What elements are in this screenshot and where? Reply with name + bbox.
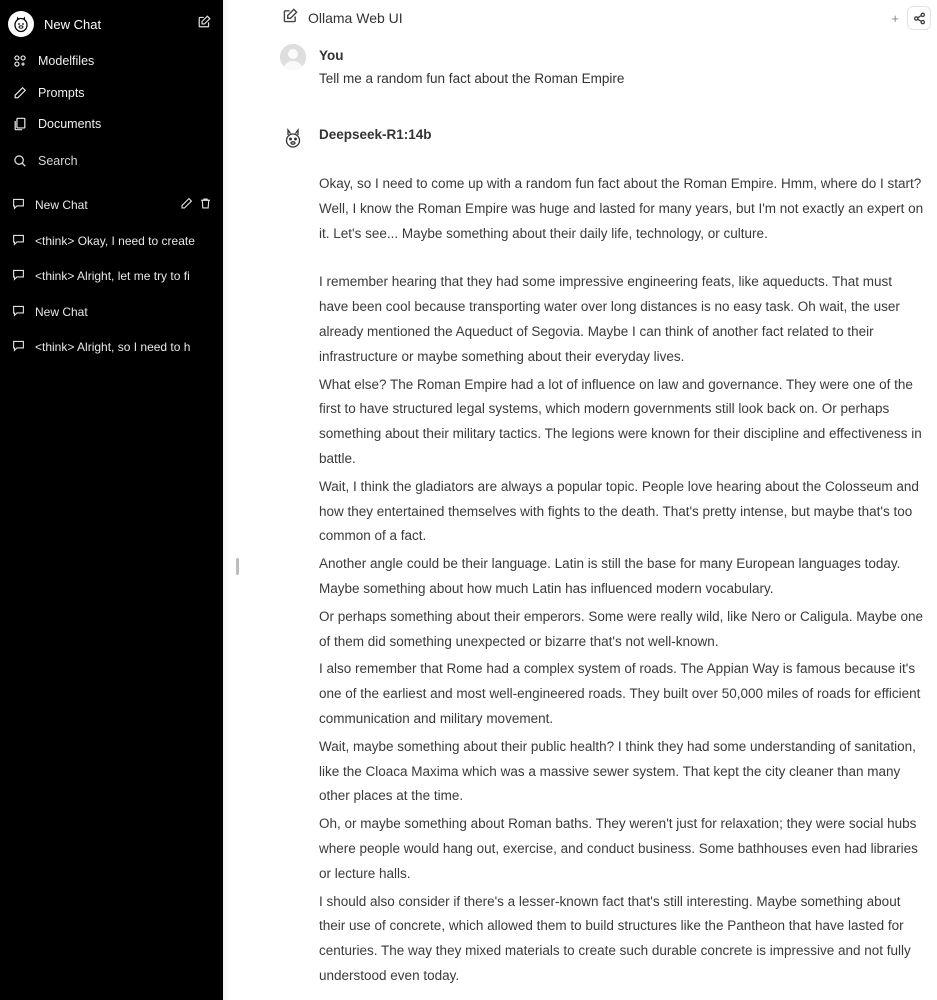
response-paragraph: What else? The Roman Empire had a lot of influence on law and governance. They were one of the first to have structured legal systems, which modern governments still look back on. Or perhaps something about their military tactics. The legions were known for their discipline and effectiveness in battle. bbox=[319, 376, 922, 466]
chat-item[interactable] bbox=[12, 302, 212, 322]
share-icon bbox=[913, 12, 926, 25]
response-paragraph: I remember hearing that they had some impressive engineering feats, like aqueducts. That must have been cool because transporting water over long distances is no easy task. Oh wait, the user already mentioned the Aqueduct of Segovia. Maybe I can think of another fact related to their infrastructure or maybe something about their everyday lives. bbox=[319, 274, 900, 364]
chat-bubble-icon bbox=[12, 233, 25, 249]
chat-item-label: <think> Okay, I need to create bbox=[35, 234, 195, 248]
user-avatar bbox=[280, 44, 306, 70]
pencil-icon[interactable] bbox=[180, 197, 193, 213]
chat-item[interactable] bbox=[12, 337, 212, 357]
search-label: Search bbox=[38, 154, 78, 168]
chat-item[interactable] bbox=[12, 231, 212, 251]
sidebar-item-label: Documents bbox=[38, 117, 102, 131]
response-paragraph: Wait, maybe something about their public health? I think they had some understanding of sanitation, like the Cloaca Maxima which was a massive sewer system. That kept the city cleaner than many other places at the time. bbox=[319, 738, 916, 804]
sidebar-item-modelfiles[interactable] bbox=[12, 51, 212, 71]
chat-bubble-icon bbox=[12, 197, 25, 213]
compose-icon[interactable] bbox=[198, 15, 211, 33]
pencil-icon bbox=[12, 85, 28, 101]
chat-header bbox=[223, 0, 937, 36]
edit-title-icon[interactable] bbox=[283, 8, 298, 28]
response-paragraph: Or perhaps something about their emperors. Some were really wild, like Nero or Caligula. Maybe one of them did something unexpected or bizarre that's not well-known. bbox=[319, 608, 924, 649]
model-avatar-icon bbox=[283, 128, 303, 150]
response-paragraph: Another angle could be their language. Latin is still the base for many European languages today. Maybe something about how much Latin has influenced modern vocabulary. bbox=[319, 556, 901, 596]
sidebar-search[interactable] bbox=[12, 151, 212, 171]
sidebar-item-label: Modelfiles bbox=[38, 54, 95, 68]
sidebar-item-documents[interactable] bbox=[12, 114, 212, 134]
sidebar bbox=[0, 0, 223, 1000]
add-button[interactable]: + bbox=[891, 10, 899, 26]
response-paragraph: Okay, so I need to come up with a random fun fact about the Roman Empire. Hmm, where do I start? Well, I know the Roman Empire was huge and lasted for many years, but I'm not exactly an expert on it. Let's see... Maybe something about their daily life, technology, or culture. bbox=[319, 176, 924, 241]
assistant-response bbox=[319, 172, 925, 992]
new-chat-button[interactable] bbox=[8, 10, 215, 38]
chat-item-label: New Chat bbox=[35, 198, 88, 212]
sidebar-shadow bbox=[223, 0, 231, 1000]
share-button[interactable] bbox=[907, 6, 931, 30]
chat-item[interactable] bbox=[12, 195, 212, 215]
response-paragraph: I should also consider if there's a lesser-known fact that's still interesting. Maybe something about their use of concrete, which allowed them to build structures like the Pantheon that have lasted for centuries. The way they mixed materials to create such durable concrete is impressive and not fully understood even today. bbox=[319, 893, 911, 983]
ollama-logo-icon bbox=[8, 11, 34, 37]
page-title: Ollama Web UI bbox=[308, 10, 403, 26]
document-icon bbox=[12, 116, 28, 132]
model-name: Deepseek-R1:14b bbox=[319, 127, 432, 142]
sidebar-item-prompts[interactable] bbox=[12, 83, 212, 103]
sidebar-item-label: Prompts bbox=[38, 86, 85, 100]
chat-bubble-icon bbox=[12, 304, 25, 320]
cube-icon bbox=[12, 53, 28, 69]
chat-item[interactable] bbox=[12, 266, 212, 286]
chat-item-label: <think> Alright, so I need to h bbox=[35, 340, 191, 354]
search-icon bbox=[12, 153, 28, 169]
response-paragraph: I also remember that Rome had a complex system of roads. The Appian Way is famous because it's one of the earliest and most well-engineered roads. They built over 50,000 miles of roads for efficient communication and military movement. bbox=[319, 661, 921, 726]
chat-item-label: New Chat bbox=[35, 305, 88, 319]
chat-bubble-icon bbox=[12, 268, 25, 284]
new-chat-label: New Chat bbox=[44, 16, 102, 32]
user-name: You bbox=[319, 48, 344, 63]
trash-icon[interactable] bbox=[199, 197, 212, 213]
user-message: Tell me a random fun fact about the Roman Empire bbox=[319, 71, 625, 86]
chat-bubble-icon bbox=[12, 339, 25, 355]
chat-item-label: <think> Alright, let me try to fi bbox=[35, 269, 190, 283]
sidebar-resize-handle[interactable] bbox=[236, 558, 239, 575]
response-paragraph: Wait, I think the gladiators are always a popular topic. People love hearing about the Colosseum and how they entertained themselves with fights to the death. That's pretty intense, but maybe that's too common of a fact. bbox=[319, 478, 919, 544]
response-paragraph: Oh, or maybe something about Roman baths. They weren't just for relaxation; they were social hubs where people would hang out, exercise, and conduct business. Some bathhouses even had libraries or lecture halls. bbox=[319, 816, 918, 881]
